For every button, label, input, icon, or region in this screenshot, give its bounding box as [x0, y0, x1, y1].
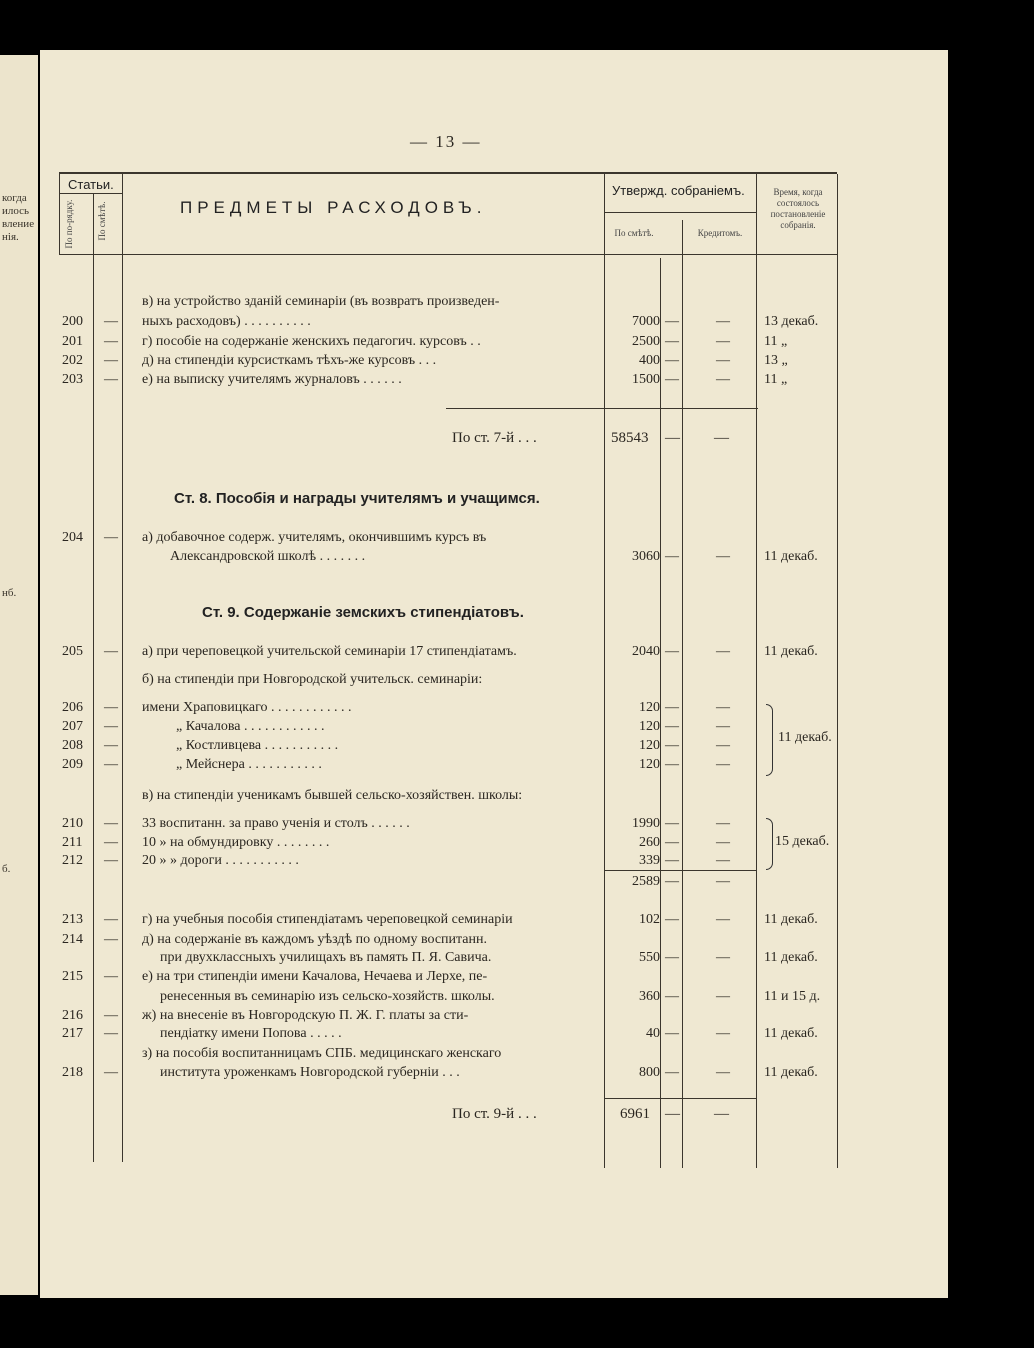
brace-bracket — [766, 818, 773, 870]
table-row: 212 — 20 » » дороги . . . . . . . . . . . 339 — — — [62, 853, 730, 868]
table-top-rule — [59, 172, 837, 174]
header-title: ПРЕДМЕТЫ РАСХОДОВЪ. — [180, 198, 487, 217]
header-po-poryadku: По по-рядку. — [64, 199, 74, 249]
header-vremya: Время, когда состоялось постановленіе собранія. — [770, 187, 826, 230]
dash: — — [665, 430, 680, 446]
header-po-smete: По смѣтѣ. — [97, 201, 107, 241]
header-kreditom: Кредитомъ. — [697, 228, 743, 238]
table-row: 216 — ж) на внесеніе въ Новгородскую П. Ж. Г. платы за сти- — [62, 1008, 469, 1023]
total-st9-amount: 6961 — [620, 1106, 650, 1122]
table-row: 209 — „ Мейснера . . . . . . . . . . . 120 — — — [62, 757, 730, 772]
header-po-smete-col: По смѣтѣ. — [614, 228, 654, 238]
total-st7-amount: 58543 — [611, 430, 649, 446]
table-row: в) на устройство зданій семинаріи (въ возвратъ произведен- — [142, 294, 500, 309]
table-row: 211 — 10 » на обмундировку . . . . . . . . 260 — — — [62, 835, 730, 850]
table-row: 200 — ныхъ расходовъ) . . . . . . . . . . 7000 — — 13 декаб. — [62, 314, 819, 329]
margin-text: нія. — [2, 231, 19, 243]
margin-text: б. — [2, 863, 11, 875]
table-row: з) на пособія воспитанницамъ СПБ. медицинскаго женскаго — [142, 1046, 502, 1061]
table-row: 207 — „ Качалова . . . . . . . . . . . . 120 — — — [62, 719, 730, 734]
section-8-title: Ст. 8. Пособія и награды учителямъ и учащимся. — [174, 490, 540, 507]
table-row: 204 — а) добавочное содерж. учителямъ, окончившимъ курсъ въ — [62, 530, 487, 545]
page-number: — 13 — — [410, 132, 482, 151]
table-row: 205 — а) при череповецкой учительской семинаріи 17 стипендіатамъ. 2040 — — 11 декаб. — [62, 644, 818, 659]
dash: — — [665, 1106, 680, 1122]
table-row: 215 — е) на три стипендіи имени Качалова, Нечаева и Лерхе, пе- — [62, 969, 488, 984]
margin-text: нб. — [2, 587, 17, 599]
table-row: Александровской школѣ . . . . . . . 3060 — — 11 декаб. — [170, 549, 818, 564]
brace-bracket — [766, 704, 773, 776]
table-row: 203 — е) на выписку учителямъ журналовъ . . . . . . 1500 — — 11 „ — [62, 372, 788, 387]
margin-text: когда — [2, 192, 27, 204]
brace-date-1: 11 декаб. — [778, 730, 832, 745]
table-row: 217 — пендіатку имени Попова . . . . . 40 — — 11 декаб. — [62, 1026, 818, 1041]
statyi-rule — [60, 193, 122, 194]
margin-text: вление — [2, 218, 35, 230]
table-row: при двухклассныхъ училищахъ въ память П. Я. Савича. 550 — — 11 декаб. — [160, 950, 818, 965]
subtotal-rule — [604, 870, 756, 871]
utverzhd-rule — [604, 212, 756, 213]
table-left-rule — [59, 174, 60, 254]
table-row: 202 — д) на стипендіи курсисткамъ тѣхъ-же курсовъ . . . 400 — — 13 „ — [62, 353, 788, 368]
total-st7-credit: — — [714, 430, 729, 446]
table-row: 201 — г) пособіе на содержаніе женскихъ педагогич. курсовъ . . 2500 — — 11 „ — [62, 334, 788, 349]
table-row: в) на стипендіи ученикамъ бывшей сельско-хозяйствен. школы: — [142, 788, 523, 803]
total-st7-label: По ст. 7-й . . . — [452, 430, 537, 446]
section-9-title: Ст. 9. Содержаніе земскихъ стипендіатовъ. — [202, 604, 524, 621]
header-bottom-rule — [59, 254, 837, 255]
total-st9-credit: — — [714, 1106, 729, 1122]
table-row: 210 — 33 воспитанн. за право ученія и столъ . . . . . . 1990 — — — [62, 816, 730, 831]
table-row: 218 — института уроженкамъ Новгородской губерніи . . . 800 — — 11 декаб. — [62, 1065, 818, 1080]
table-row: 213 — г) на учебныя пособія стипендіатамъ череповецкой семинаріи 102 — — 11 декаб. — [62, 912, 818, 927]
subtotal-rule — [604, 1098, 756, 1099]
table-row: 2589 — — — [632, 874, 730, 889]
subtotal-rule — [446, 408, 758, 409]
table-row: б) на стипендіи при Новгородской учительск. семинаріи: — [142, 672, 483, 687]
table-row: ренесенныя въ семинарію изъ сельско-хозяйств. школы. 360 — — 11 и 15 д. — [160, 989, 821, 1004]
header-utverzhd: Утвержд. собраніемъ. — [612, 183, 745, 198]
table-row: 214 — д) на содержаніе въ каждомъ уѣздѣ по одному воспитанн. — [62, 932, 488, 947]
brace-date-2: 15 декаб. — [775, 834, 830, 849]
table-row: 208 — „ Костливцева . . . . . . . . . . . 120 — — — [62, 738, 730, 753]
header-statyi: Статьи. — [68, 177, 114, 192]
margin-text: илось — [2, 205, 30, 217]
total-st9-label: По ст. 9-й . . . — [452, 1106, 537, 1122]
table-row: 206 — имени Храповицкаго . . . . . . . . . . . . 120 — — — [62, 700, 730, 715]
